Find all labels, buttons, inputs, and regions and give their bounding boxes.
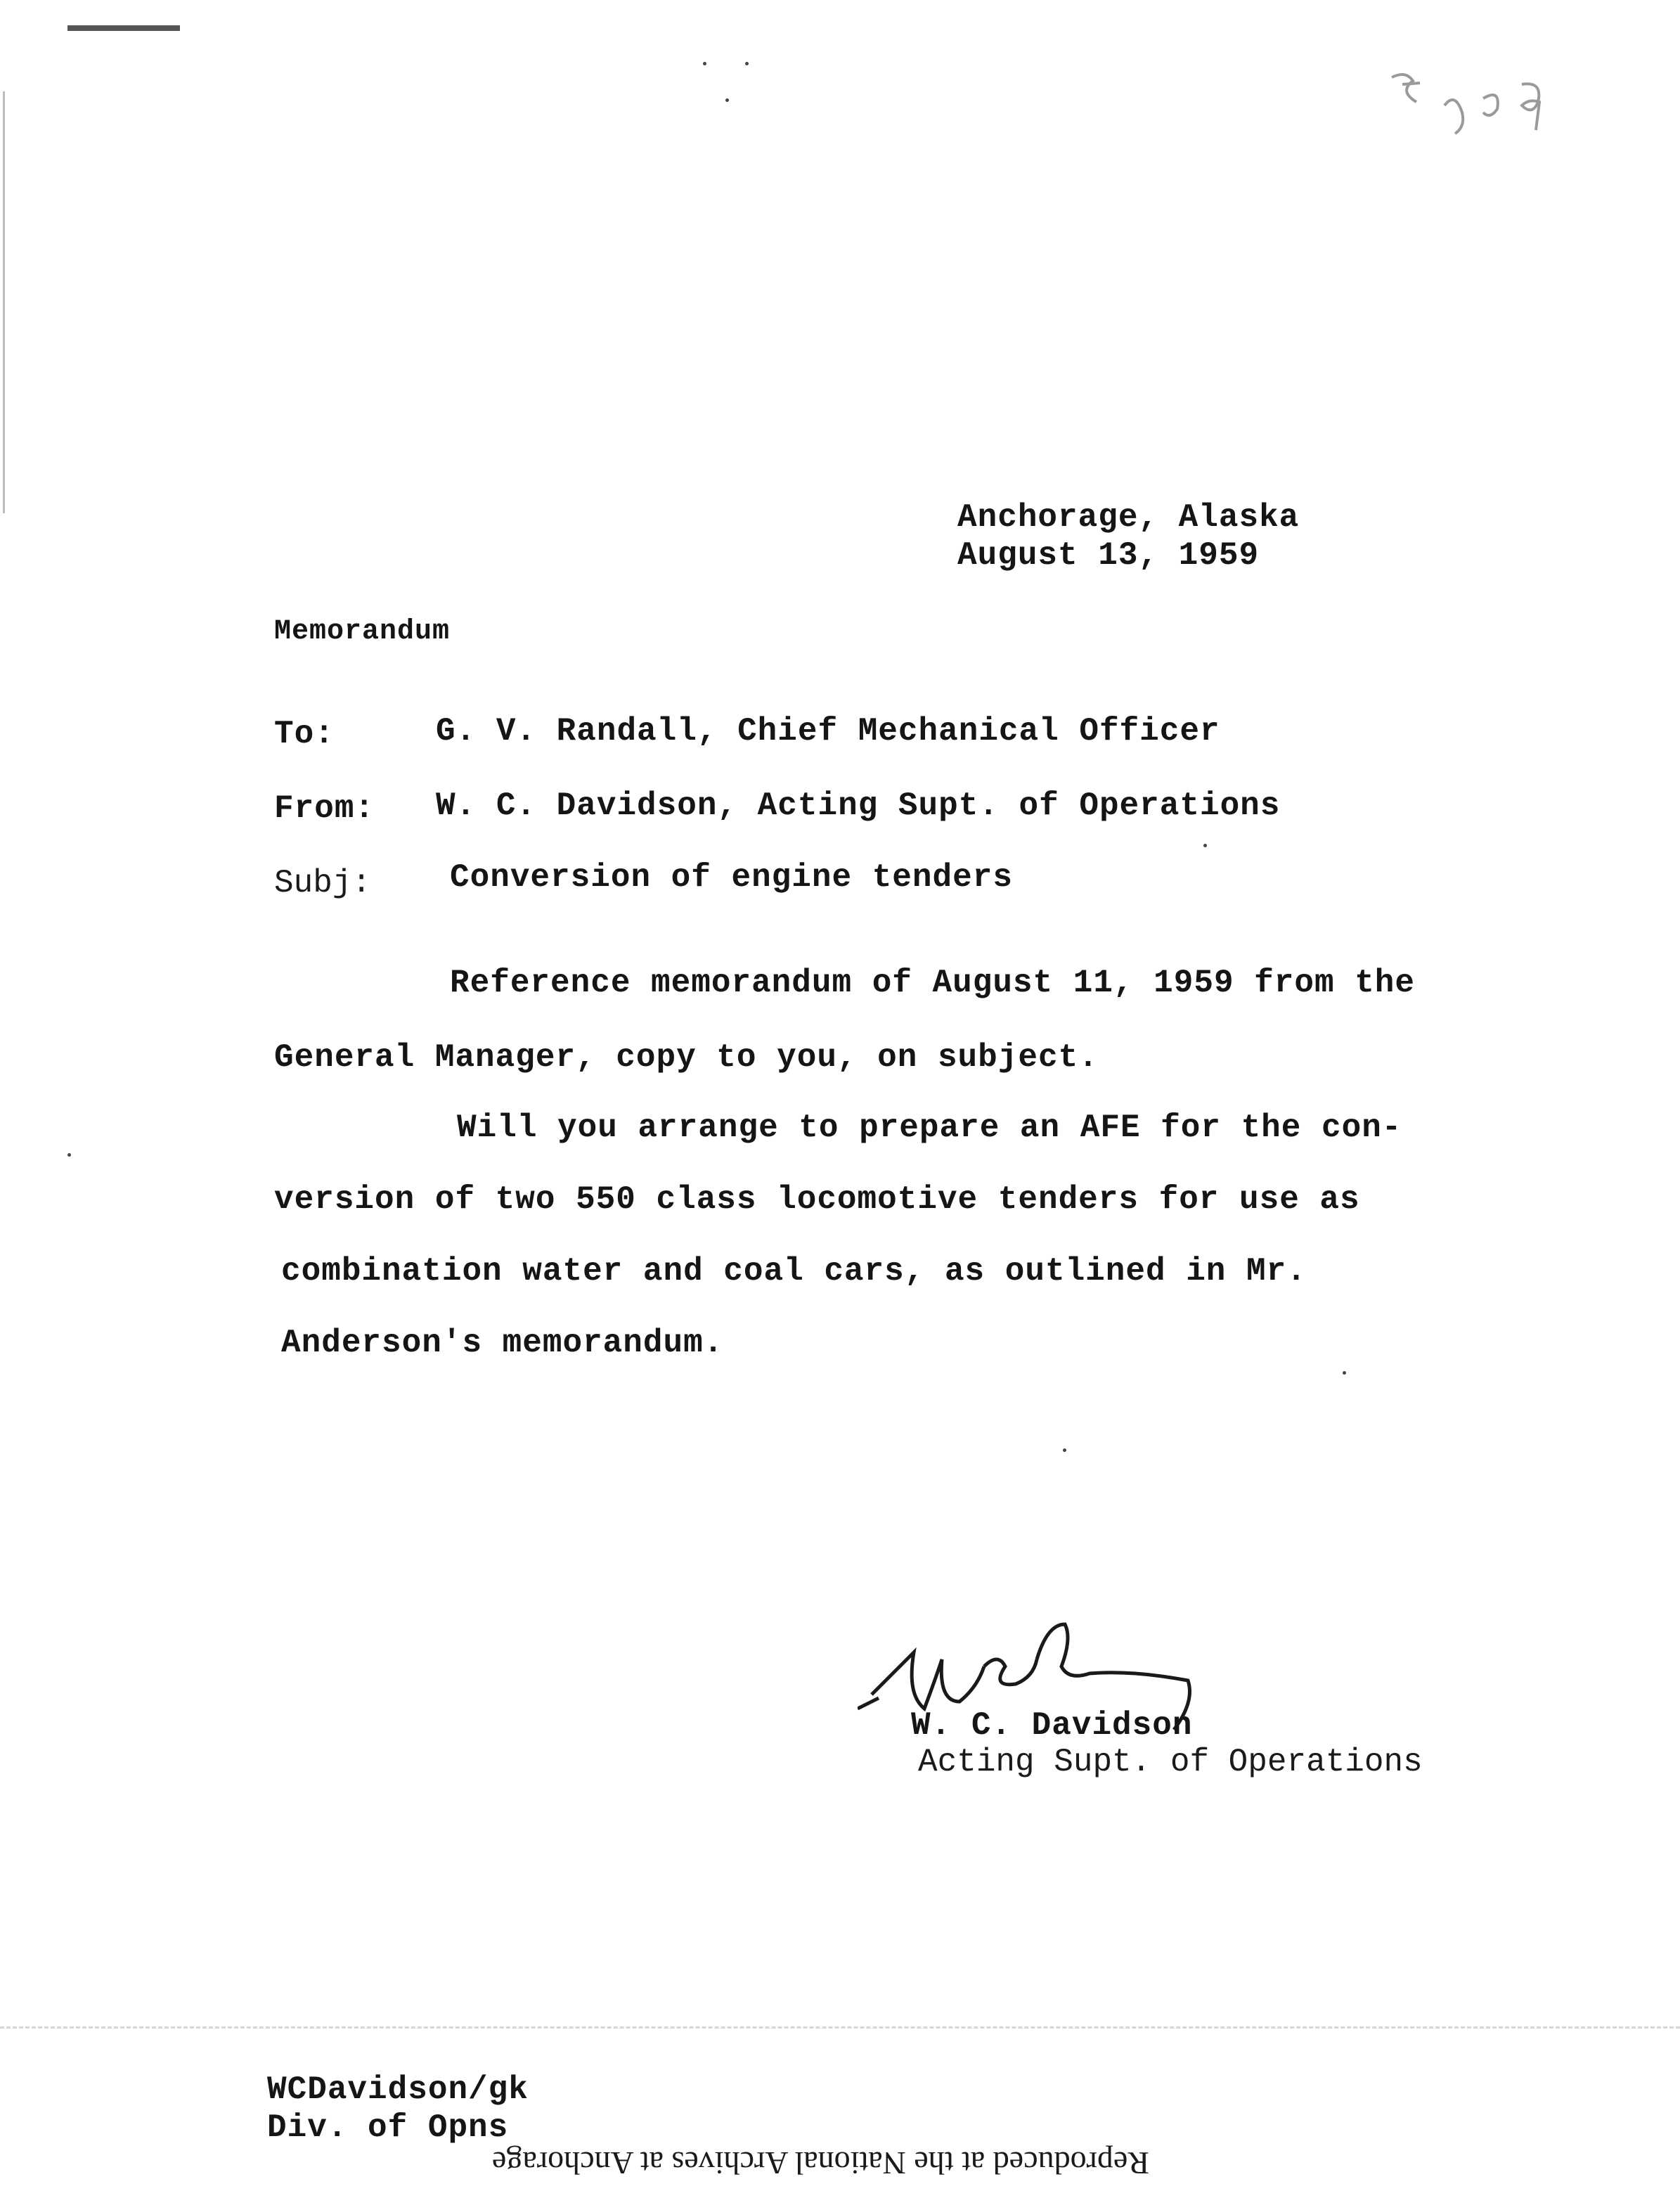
date-line: August 13, 1959 [957,537,1260,574]
signatory-name: W. C. Davidson [911,1707,1193,1744]
scan-edge-line [3,91,5,513]
speck [1203,844,1207,847]
speck [67,1153,71,1157]
subject-value: Conversion of engine tenders [450,859,1013,896]
scan-artifact [67,25,180,31]
speck [725,98,729,102]
handwritten-margin-note [1378,63,1561,141]
place-line: Anchorage, Alaska [957,499,1300,536]
archive-reproduction-stamp: Reproduced at the National Archives at Anchorage [492,2145,1150,2181]
speck [703,62,706,65]
document-type: Memorandum [274,616,451,648]
body-line-1: Reference memorandum of August 11, 1959 from the [450,965,1416,1001]
body-line-6: Anderson's memorandum. [281,1325,724,1361]
speck [1063,1448,1066,1452]
body-line-5: combination water and coal cars, as outlined in Mr. [281,1253,1307,1290]
scan-dotted-line [0,2026,1680,2033]
speck [1343,1371,1346,1375]
speck [745,62,749,65]
division-line: Div. of Opns [267,2109,509,2146]
subject-label: Subj: [274,865,372,901]
body-line-2: General Manager, copy to you, on subject. [274,1039,1099,1076]
to-value: G. V. Randall, Chief Mechanical Officer [436,713,1220,750]
reference-initials: WCDavidson/gk [267,2071,529,2108]
from-value: W. C. Davidson, Acting Supt. of Operations [436,788,1281,824]
to-label: To: [274,716,335,752]
signatory-title: Acting Supt. of Operations [918,1744,1423,1780]
body-line-4: version of two 550 class locomotive tenders for use as [274,1181,1360,1218]
from-label: From: [274,790,375,827]
body-line-3: Will you arrange to prepare an AFE for the con- [457,1110,1402,1146]
